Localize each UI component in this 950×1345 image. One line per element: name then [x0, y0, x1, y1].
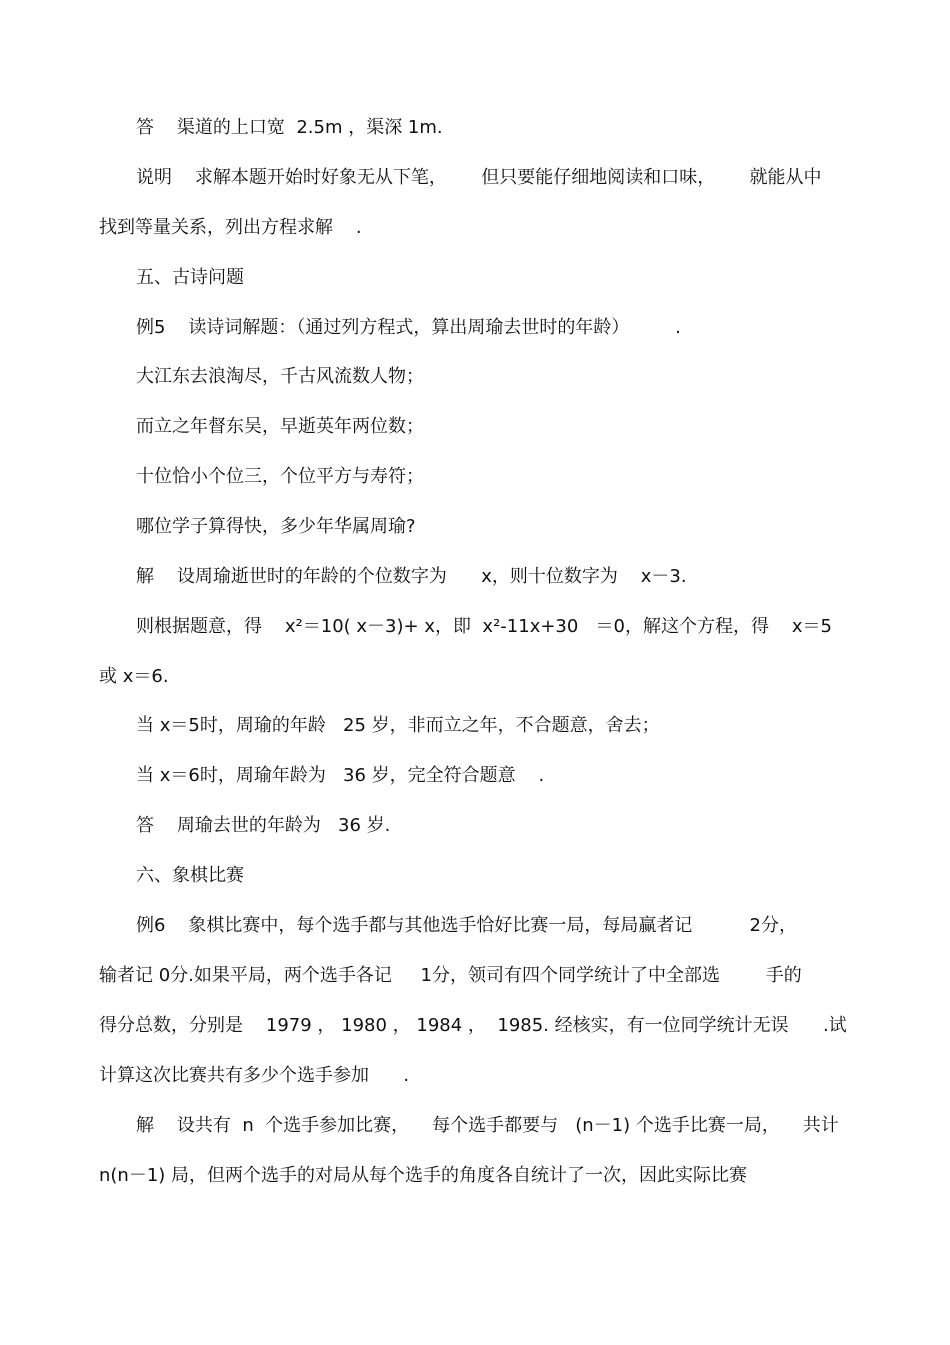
poem-line-3: 十位恰小个位三，个位平方与寿符；	[136, 466, 424, 487]
poem-line-2: 而立之年督东吴，早逝英年两位数；	[136, 416, 424, 437]
section-heading-6: 六、象棋比赛	[136, 865, 244, 886]
solution-6-line-2: n(n－1) 局，但两个选手的对局从每个选手的角度各自统计了一次，因此实际比赛	[99, 1165, 748, 1186]
poem-line-4: 哪位学子算得快，多少年华属周瑜?	[136, 516, 416, 537]
example-6-line-4: 计算这次比赛共有多少个选手参加 .	[99, 1065, 410, 1086]
solution-5-line-2: 则根据题意，得 x²＝10( x－3)+ x，即 x²-11x+30 ＝0，解这个方程，得 x＝5	[136, 616, 832, 637]
example-6-line-3: 得分总数，分别是 1979 ， 1980 ， 1984 ， 1985. 经核实，有一位同学统计无误 .试	[99, 1015, 847, 1036]
solution-5-line-4: 当 x＝5时，周瑜的年龄 25 岁，非而立之年，不合题意，舍去；	[136, 715, 660, 736]
section-heading-5: 五、古诗问题	[136, 267, 244, 288]
poem-line-1: 大江东去浪淘尽，千古风流数人物；	[136, 366, 424, 387]
solution-5-line-1: 解 设周瑜逝世时的年龄的个位数字为 x，则十位数字为 x－3.	[136, 566, 687, 587]
solution-5-line-5: 当 x＝6时，周瑜年龄为 36 岁，完全符合题意 .	[136, 765, 545, 786]
solution-5-line-3: 或 x＝6.	[99, 666, 169, 687]
solution-6-line-1: 解 设共有 n 个选手参加比赛， 每个选手都要与 (n－1) 个选手比赛一局， 共计	[136, 1115, 839, 1136]
example-6-line-1: 例6 象棋比赛中，每个选手都与其他选手恰好比赛一局，每局赢者记 2分，	[136, 915, 798, 936]
answer-line-1: 答 渠道的上口宽 2.5m ，渠深 1m.	[136, 117, 443, 138]
note-line-2: 找到等量关系，列出方程求解 .	[99, 217, 362, 238]
example-5-title: 例5 读诗词解题：（通过列方程式，算出周瑜去世时的年龄） .	[136, 317, 681, 338]
note-line-1: 说明 求解本题开始时好象无从下笔， 但只要能仔细地阅读和口味， 就能从中	[136, 167, 822, 188]
answer-line-2: 答 周瑜去世的年龄为 36 岁.	[136, 815, 391, 836]
example-6-line-2: 输者记 0分.如果平局，两个选手各记 1分，领司有四个同学统计了中全部选 手的	[99, 965, 802, 986]
